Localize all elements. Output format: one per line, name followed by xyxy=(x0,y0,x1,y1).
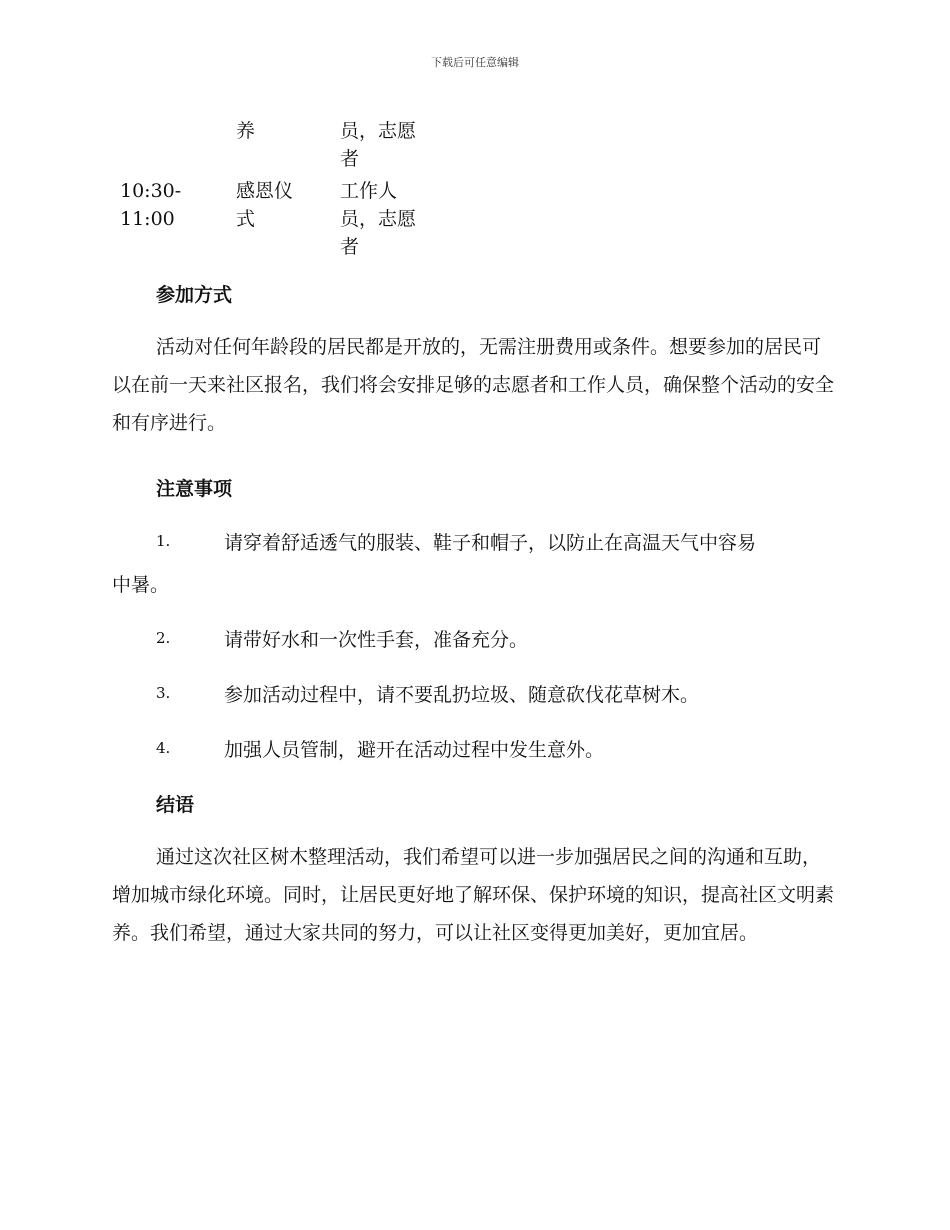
section-heading-conclusion: 结语 xyxy=(156,794,195,816)
table-cell-line: 者 xyxy=(340,236,360,258)
list-item-text: 请带好水和一次性手套，准备充分。 xyxy=(224,629,529,651)
page-header: 下载后可任意编辑 xyxy=(431,56,519,69)
section-heading-notes: 注意事项 xyxy=(156,478,233,500)
list-item-number: 2. xyxy=(156,629,171,647)
table-cell-activity xyxy=(236,177,328,233)
paragraph-text: 通过这次社区树木整理活动，我们希望可以进一步加强居民之间的沟通和互助，增加城市绿化环境。同时，让居民更好地了解环保、保护环境的知识，提高社区文明素养。我们希望，通过大家共同的努力，可以让社区变得更加美好，更加宜居。 xyxy=(112,846,835,944)
paragraph-text: 活动对任何年龄段的居民都是开放的，无需注册费用或条件。想要参加的居民可以在前一天来社区报名，我们将会安排足够的志愿者和工作人员，确保整个活动的安全和有序进行。 xyxy=(112,336,835,434)
table-cell-activity: 养 xyxy=(236,120,256,142)
table-cell-line: 者 xyxy=(340,148,360,170)
list-item-number: 1. xyxy=(156,532,171,550)
section-paragraph-join xyxy=(112,328,836,442)
table-cell-line: 式 xyxy=(236,208,256,230)
list-item-number: 3. xyxy=(156,684,171,702)
list-item-text: 加强人员管制，避开在活动过程中发生意外。 xyxy=(224,739,605,761)
list-item-text: 请穿着舒适透气的服装、鞋子和帽子，以防止在高温天气中容易 xyxy=(224,532,757,554)
section-heading-join: 参加方式 xyxy=(156,284,233,306)
table-cell-line: 感恩仪 xyxy=(236,180,294,202)
table-cell-line: 员，志愿 xyxy=(340,120,417,142)
section-paragraph-conclusion xyxy=(112,838,836,952)
table-cell-line: 工作人 xyxy=(340,180,398,202)
table-cell-persons xyxy=(340,177,432,261)
table-cell-persons xyxy=(340,117,432,173)
list-item-number: 4. xyxy=(156,739,171,757)
table-cell-time: 10:30-11:00 xyxy=(120,180,182,230)
list-item-text: 参加活动过程中，请不要乱扔垃圾、随意砍伐花草树木。 xyxy=(224,684,700,706)
table-cell-line: 员，志愿 xyxy=(340,208,417,230)
list-item-continuation: 中暑。 xyxy=(112,574,170,596)
